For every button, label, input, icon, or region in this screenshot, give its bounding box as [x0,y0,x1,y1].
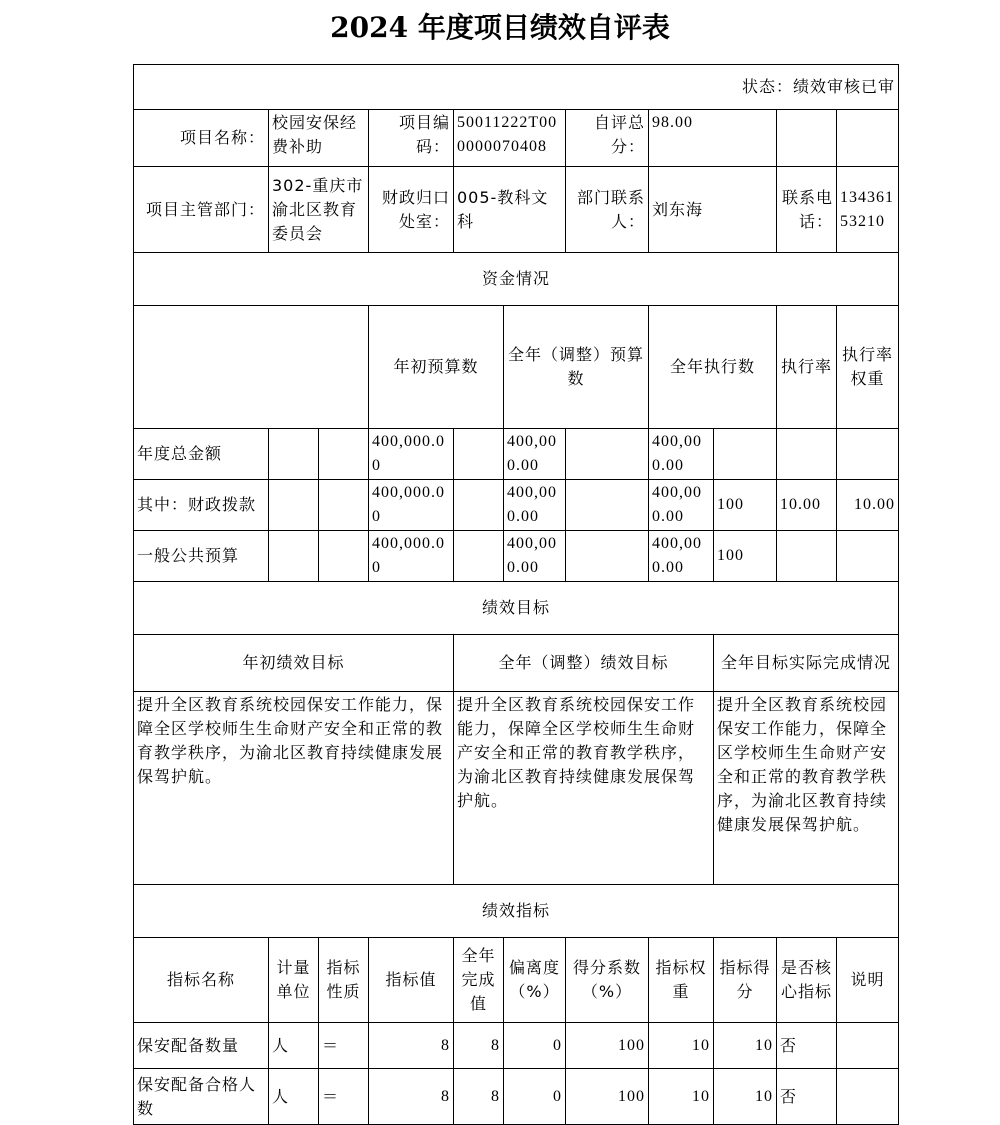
funds-row [134,429,899,480]
dept-label: 项目主管部门： [134,167,269,253]
ind-header-coef: 得分系数（%） [566,938,649,1023]
ind-header-deviation: 偏离度（%） [504,938,566,1023]
empty-cell [777,110,837,167]
ind-coef: 100 [566,1023,649,1069]
funds-row [134,480,899,531]
funds-score [837,531,899,582]
goals-section-title: 绩效目标 [134,582,899,635]
finance-office: 005-教科文科 [454,167,566,253]
goals-header-row [134,635,899,692]
funds-header-initial: 年初预算数 [369,306,504,429]
ind-header-actual: 全年完成值 [454,938,504,1023]
empty-cell [269,429,319,480]
empty-cell [454,531,504,582]
ind-unit: 人 [269,1069,319,1125]
self-score: 98.00 [649,110,777,167]
status-row [134,65,899,110]
funds-row-name: 年度总金额 [134,429,269,480]
ind-target: 8 [369,1069,454,1125]
funds-rate: 100 [714,480,777,531]
ind-coef: 100 [566,1069,649,1125]
goals-actual-text: 提升全区教育系统校园保安工作能力，保障全区学校师生生命财产安全和正常的教育教学秩序，为渝北区教育持续健康发展保驾护航。 [714,692,899,885]
project-name-label: 项目名称： [134,110,269,167]
goals-header-initial: 年初绩效目标 [134,635,454,692]
ind-header-unit: 计量单位 [269,938,319,1023]
empty-cell [566,480,649,531]
project-code: 50011222T000000070408 [454,110,566,167]
funds-header-executed: 全年执行数 [649,306,777,429]
indicator-row [134,1069,899,1125]
empty-cell [837,110,899,167]
funds-executed: 400,000.00 [649,480,714,531]
funds-executed: 400,000.00 [649,429,714,480]
goals-section-row [134,582,899,635]
ind-nature: ＝ [319,1069,369,1125]
empty-cell [319,531,369,582]
funds-weight [777,531,837,582]
empty-cell [269,531,319,582]
ind-weight: 10 [649,1023,714,1069]
funds-row [134,531,899,582]
ind-unit: 人 [269,1023,319,1069]
funds-weight [777,429,837,480]
ind-header-nature: 指标性质 [319,938,369,1023]
funds-section-title: 资金情况 [134,253,899,306]
funds-header-weight: 执行率权重 [837,306,899,429]
contact-label: 部门联系人： [566,167,649,253]
ind-actual: 8 [454,1069,504,1125]
funds-executed: 400,000.00 [649,531,714,582]
ind-core: 否 [777,1023,837,1069]
ind-score: 10 [714,1069,777,1125]
funds-row-name: 其中：财政拨款 [134,480,269,531]
ind-header-weight: 指标权重 [649,938,714,1023]
empty-cell [454,429,504,480]
funds-score [837,429,899,480]
project-name: 校园安保经费补助 [269,110,369,167]
empty-cell [319,429,369,480]
ind-score: 10 [714,1023,777,1069]
empty-cell [319,480,369,531]
ind-weight: 10 [649,1069,714,1125]
ind-name: 保安配备合格人数 [134,1069,269,1125]
evaluation-table [133,64,899,1125]
indicators-section-row [134,885,899,938]
project-code-label: 项目编码： [369,110,454,167]
funds-initial: 400,000.00 [369,531,454,582]
funds-initial: 400,000.00 [369,429,454,480]
goals-initial-text: 提升全区教育系统校园保安工作能力，保障全区学校师生生命财产安全和正常的教育教学秩序，为渝北区教育持续健康发展保驾护航。 [134,692,454,885]
ind-header-core: 是否核心指标 [777,938,837,1023]
indicators-header-row [134,938,899,1023]
phone-label: 联系电话： [777,167,837,253]
funds-adjusted: 400,000.00 [504,531,566,582]
ind-note [837,1023,899,1069]
status-text: 状态：绩效审核已审 [134,65,899,110]
funds-section-row [134,253,899,306]
funds-adjusted: 400,000.00 [504,429,566,480]
funds-adjusted: 400,000.00 [504,480,566,531]
finance-label: 财政归口处室： [369,167,454,253]
goals-header-actual: 全年目标实际完成情况 [714,635,899,692]
funds-score: 10.00 [837,480,899,531]
ind-header-target: 指标值 [369,938,454,1023]
funds-header-adjusted: 全年（调整）预算数 [504,306,649,429]
funds-rate: 100 [714,531,777,582]
goals-header-adjusted: 全年（调整）绩效目标 [454,635,714,692]
funds-rate [714,429,777,480]
goals-adjusted-text: 提升全区教育系统校园保安工作能力，保障全区学校师生生命财产安全和正常的教育教学秩序，为渝北区教育持续健康发展保驾护航。 [454,692,714,885]
ind-header-name: 指标名称 [134,938,269,1023]
empty-cell [566,429,649,480]
ind-name: 保安配备数量 [134,1023,269,1069]
goals-content-row [134,692,899,885]
ind-core: 否 [777,1069,837,1125]
empty-cell [454,480,504,531]
funds-header-rate: 执行率 [777,306,837,429]
funds-row-name: 一般公共预算 [134,531,269,582]
funds-initial: 400,000.00 [369,480,454,531]
ind-deviation: 0 [504,1069,566,1125]
indicators-section-title: 绩效指标 [134,885,899,938]
empty-cell [566,531,649,582]
ind-header-note: 说明 [837,938,899,1023]
indicator-row [134,1023,899,1069]
project-dept-row [134,167,899,253]
empty-cell [269,480,319,531]
phone-number: 13436153210 [837,167,899,253]
page-title: 2024 年度项目绩效自评表 [330,11,670,44]
funds-weight: 10.00 [777,480,837,531]
ind-note [837,1069,899,1125]
empty-cell [134,306,369,429]
project-info-row [134,110,899,167]
dept-name: 302-重庆市渝北区教育委员会 [269,167,369,253]
ind-header-score: 指标得分 [714,938,777,1023]
ind-nature: ＝ [319,1023,369,1069]
contact-name: 刘东海 [649,167,777,253]
self-score-label: 自评总分： [566,110,649,167]
ind-actual: 8 [454,1023,504,1069]
funds-header-row [134,306,899,429]
ind-deviation: 0 [504,1023,566,1069]
ind-target: 8 [369,1023,454,1069]
